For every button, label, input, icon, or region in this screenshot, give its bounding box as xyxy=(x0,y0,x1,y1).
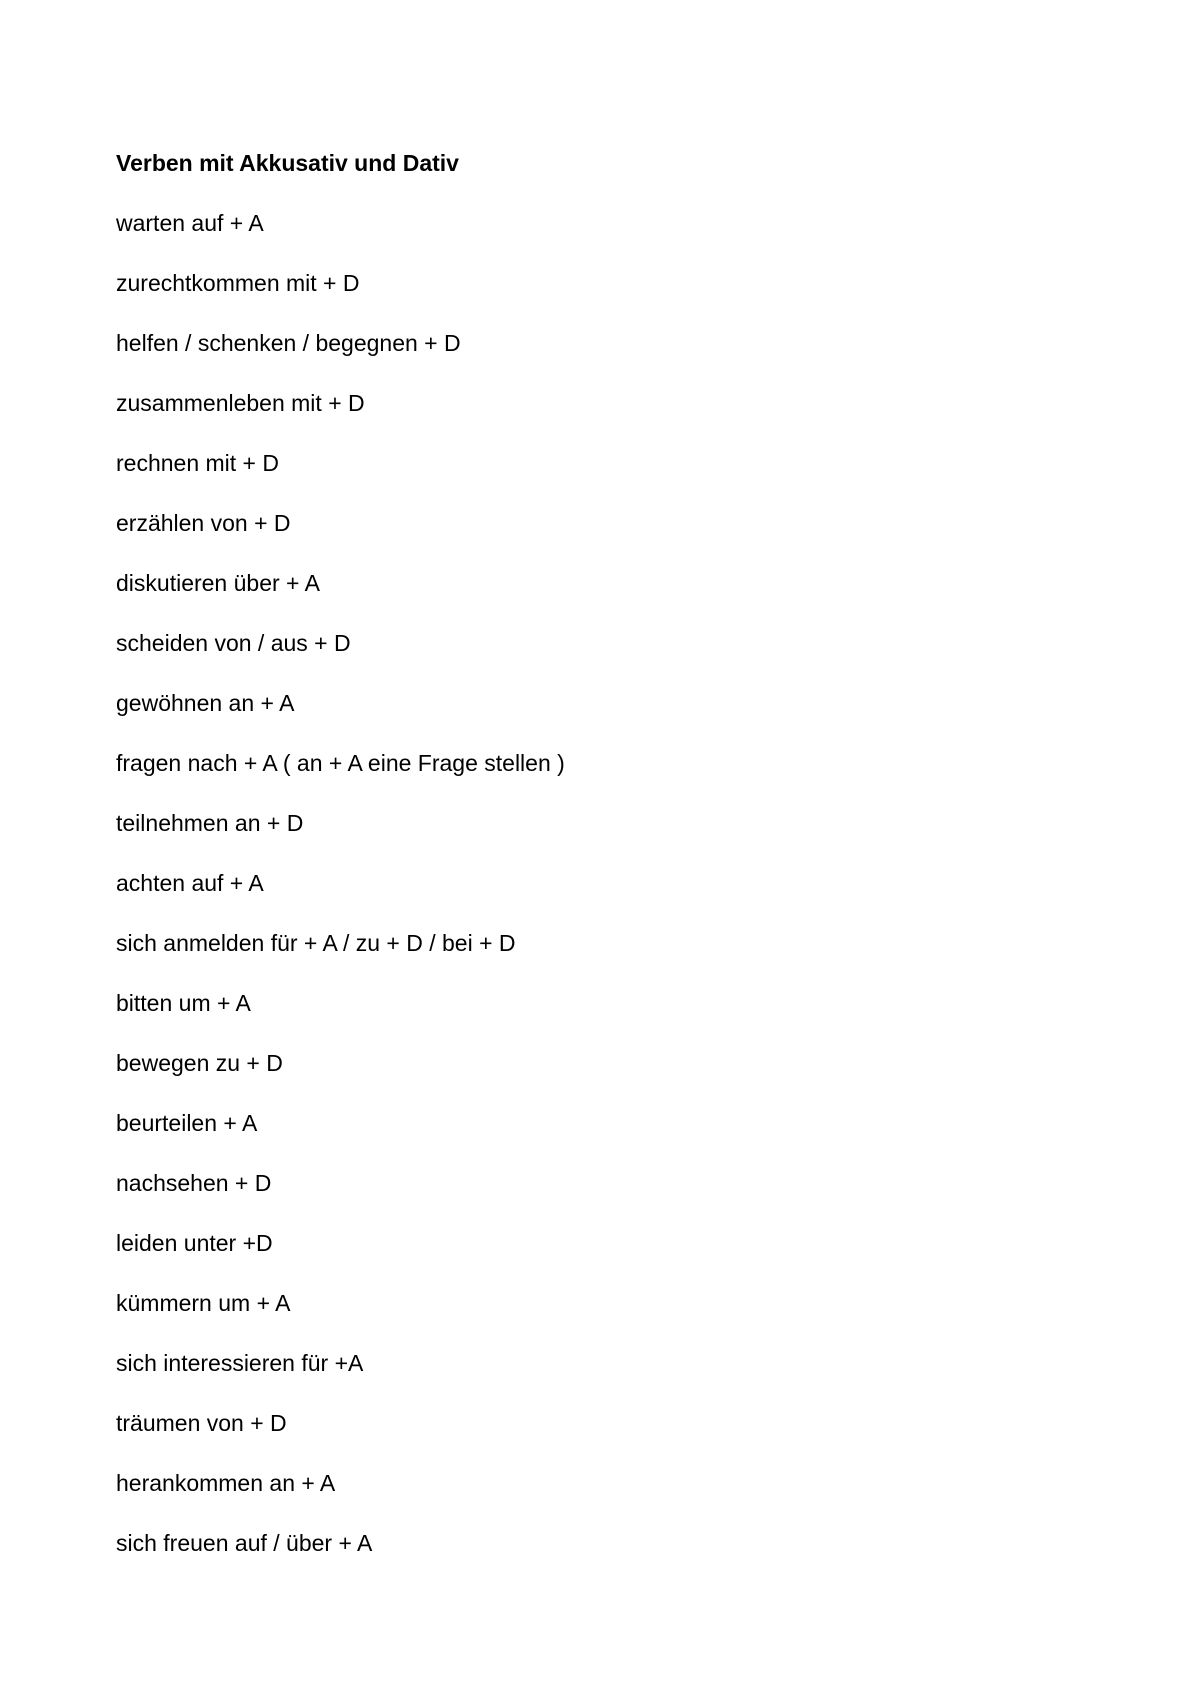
verb-entry: bewegen zu + D xyxy=(116,1050,283,1076)
verb-entry: rechnen mit + D xyxy=(116,450,279,476)
verb-entry: gewöhnen an + A xyxy=(116,690,295,716)
verb-entry: nachsehen + D xyxy=(116,1170,272,1196)
document-title: Verben mit Akkusativ und Dativ xyxy=(116,150,459,176)
verb-entry: achten auf + A xyxy=(116,870,264,896)
verb-entry: diskutieren über + A xyxy=(116,570,320,596)
verb-entry: zusammenleben mit + D xyxy=(116,390,365,416)
document-content xyxy=(116,146,1116,1586)
verb-entry: teilnehmen an + D xyxy=(116,810,304,836)
verb-entry: bitten um + A xyxy=(116,990,251,1016)
verb-entry: warten auf + A xyxy=(116,210,264,236)
verb-entry: beurteilen + A xyxy=(116,1110,258,1136)
verb-entry: helfen / schenken / begegnen + D xyxy=(116,330,461,356)
verb-entry: herankommen an + A xyxy=(116,1470,336,1496)
verb-entry: sich freuen auf / über + A xyxy=(116,1530,373,1556)
verb-entry: sich interessieren für +A xyxy=(116,1350,364,1376)
verb-entry: sich anmelden für + A / zu + D / bei + D xyxy=(116,930,516,956)
verb-entry: zurechtkommen mit + D xyxy=(116,270,360,296)
verb-entry: träumen von + D xyxy=(116,1410,287,1436)
verb-entry: fragen nach + A ( an + A eine Frage stellen ) xyxy=(116,750,565,776)
verb-entry: kümmern um + A xyxy=(116,1290,291,1316)
verb-entry: scheiden von / aus + D xyxy=(116,630,351,656)
verb-entry: erzählen von + D xyxy=(116,510,291,536)
verb-entry: leiden unter +D xyxy=(116,1230,273,1256)
